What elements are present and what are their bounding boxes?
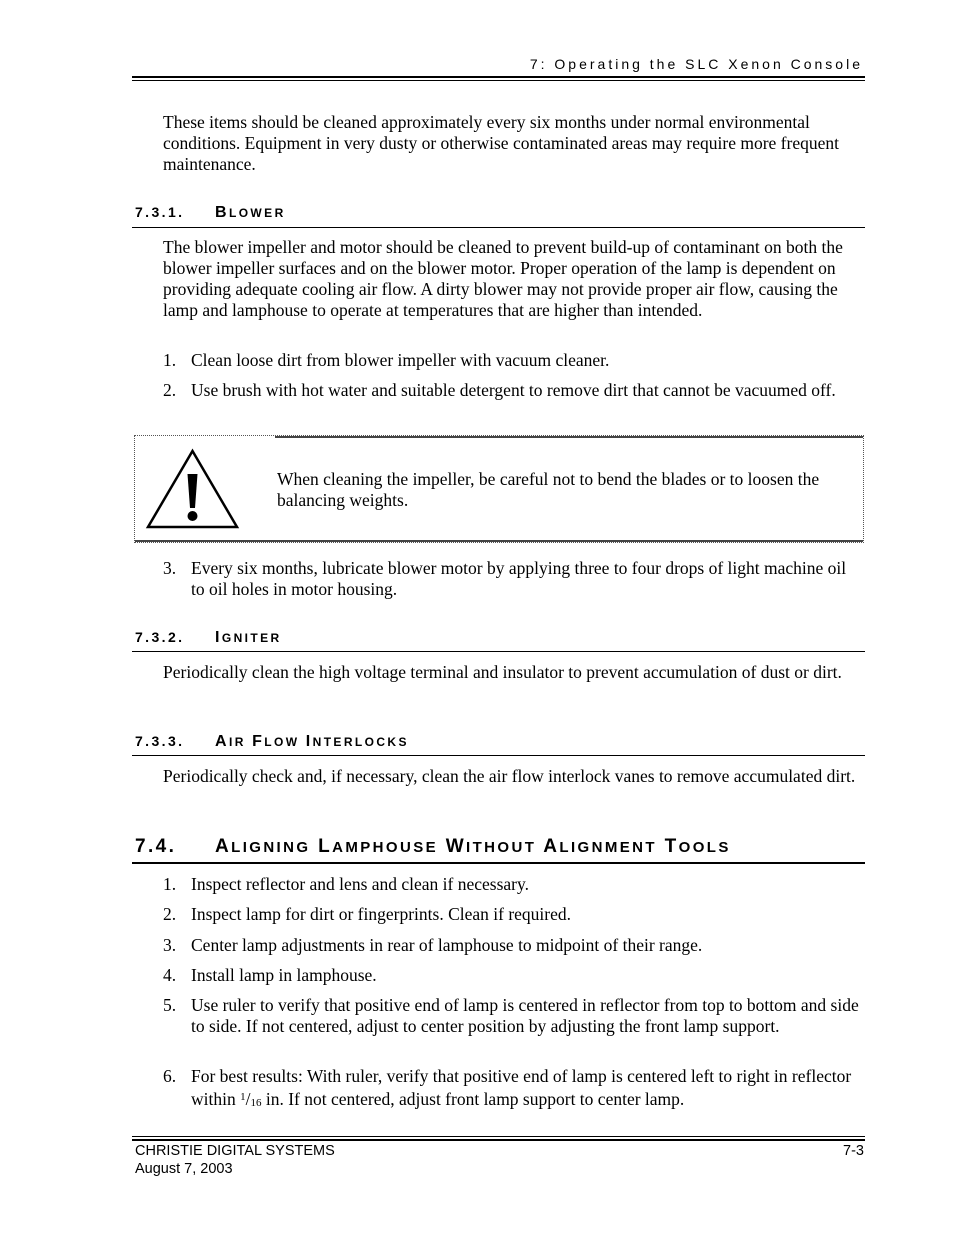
- warning-text: When cleaning the impeller, be careful not to bend the blades or to loosen the balancing weights.: [277, 469, 820, 510]
- list-item: 3. Every six months, lubricate blower motor by applying three to four drops of light machine oil to oil holes in motor housing.: [163, 558, 847, 599]
- section-rule: [132, 862, 865, 864]
- section-rule: [132, 755, 865, 756]
- section-number: 7.3.3.: [135, 733, 185, 749]
- airflow-paragraph: Periodically check and, if necessary, clean the air flow interlock vanes to remove accumulated dirt.: [163, 766, 856, 786]
- page-number: 7-3: [843, 1143, 864, 1159]
- section-number: 7.4.: [135, 836, 177, 857]
- list-item: 1. Inspect reflector and lens and clean if necessary.: [163, 874, 530, 894]
- list-item: 5. Use ruler to verify that positive end of lamp is centered in reflector from top to bottom and side to side. If not centered, adjust to center position by adjusting the front lamp support.: [163, 995, 859, 1036]
- running-header: 7: Operating the SLC Xenon Console: [529, 56, 863, 72]
- footer-rule-thick: [132, 1139, 865, 1141]
- list-item: 4. Install lamp in lamphouse.: [163, 965, 377, 985]
- warning-triangle-icon: [145, 448, 240, 530]
- section-heading-aligning-lamphouse: 7.4. ALIGNING LAMPHOUSE WITHOUT ALIGNMENT TOOLS: [135, 836, 731, 857]
- footer-date: August 7, 2003: [135, 1161, 233, 1177]
- footer-company: CHRISTIE DIGITAL SYSTEMS: [135, 1143, 335, 1159]
- footer-rule: [132, 1136, 865, 1137]
- section-heading-blower: 7.3.1. BLOWER: [135, 204, 286, 221]
- list-item: 2. Inspect lamp for dirt or fingerprints. Clean if required.: [163, 904, 572, 924]
- section-rule: [132, 227, 865, 228]
- list-item: 1. Clean loose dirt from blower impeller with vacuum cleaner.: [163, 350, 610, 370]
- igniter-paragraph: Periodically clean the high voltage terminal and insulator to prevent accumulation of dust or dirt.: [163, 662, 842, 682]
- header-rule-thin: [132, 80, 865, 81]
- warning-callout: [134, 435, 864, 543]
- list-item: 3. Center lamp adjustments in rear of lamphouse to midpoint of their range.: [163, 935, 703, 955]
- section-number: 7.3.2.: [135, 629, 185, 645]
- section-heading-air-flow-interlocks: 7.3.3. AIR FLOW INTERLOCKS: [135, 733, 409, 750]
- section-heading-igniter: 7.3.2. IGNITER: [135, 629, 282, 646]
- section-rule: [132, 651, 865, 652]
- list-item: 6. For best results: With ruler, verify that positive end of lamp is centered left to right in reflector within $^1/_{16}$ in. If not centered, adjust front lamp support to center lamp.: [163, 1066, 852, 1109]
- blower-paragraph: The blower impeller and motor should be cleaned to prevent build-up of contaminant on both the blower impeller surfaces and on the blower motor. Proper operation of the lamp is dependent on providing adequate cooling air flow. A dirty blower may not provide proper air flow, causing the lamp and lamphouse to operate at temperatures that are higher than intended.: [163, 237, 843, 320]
- fraction-numerator: 1: [240, 1091, 246, 1103]
- list-item: 2. Use brush with hot water and suitable detergent to remove dirt that cannot be vacuumed off.: [163, 380, 836, 400]
- section-number: 7.3.1.: [135, 204, 185, 220]
- header-rule: [132, 76, 865, 78]
- intro-paragraph: These items should be cleaned approximately every six months under normal environmental conditions. Equipment in very dusty or otherwise contaminated areas may require more frequent maintenance.: [163, 112, 839, 174]
- fraction-denominator: 16: [250, 1097, 262, 1109]
